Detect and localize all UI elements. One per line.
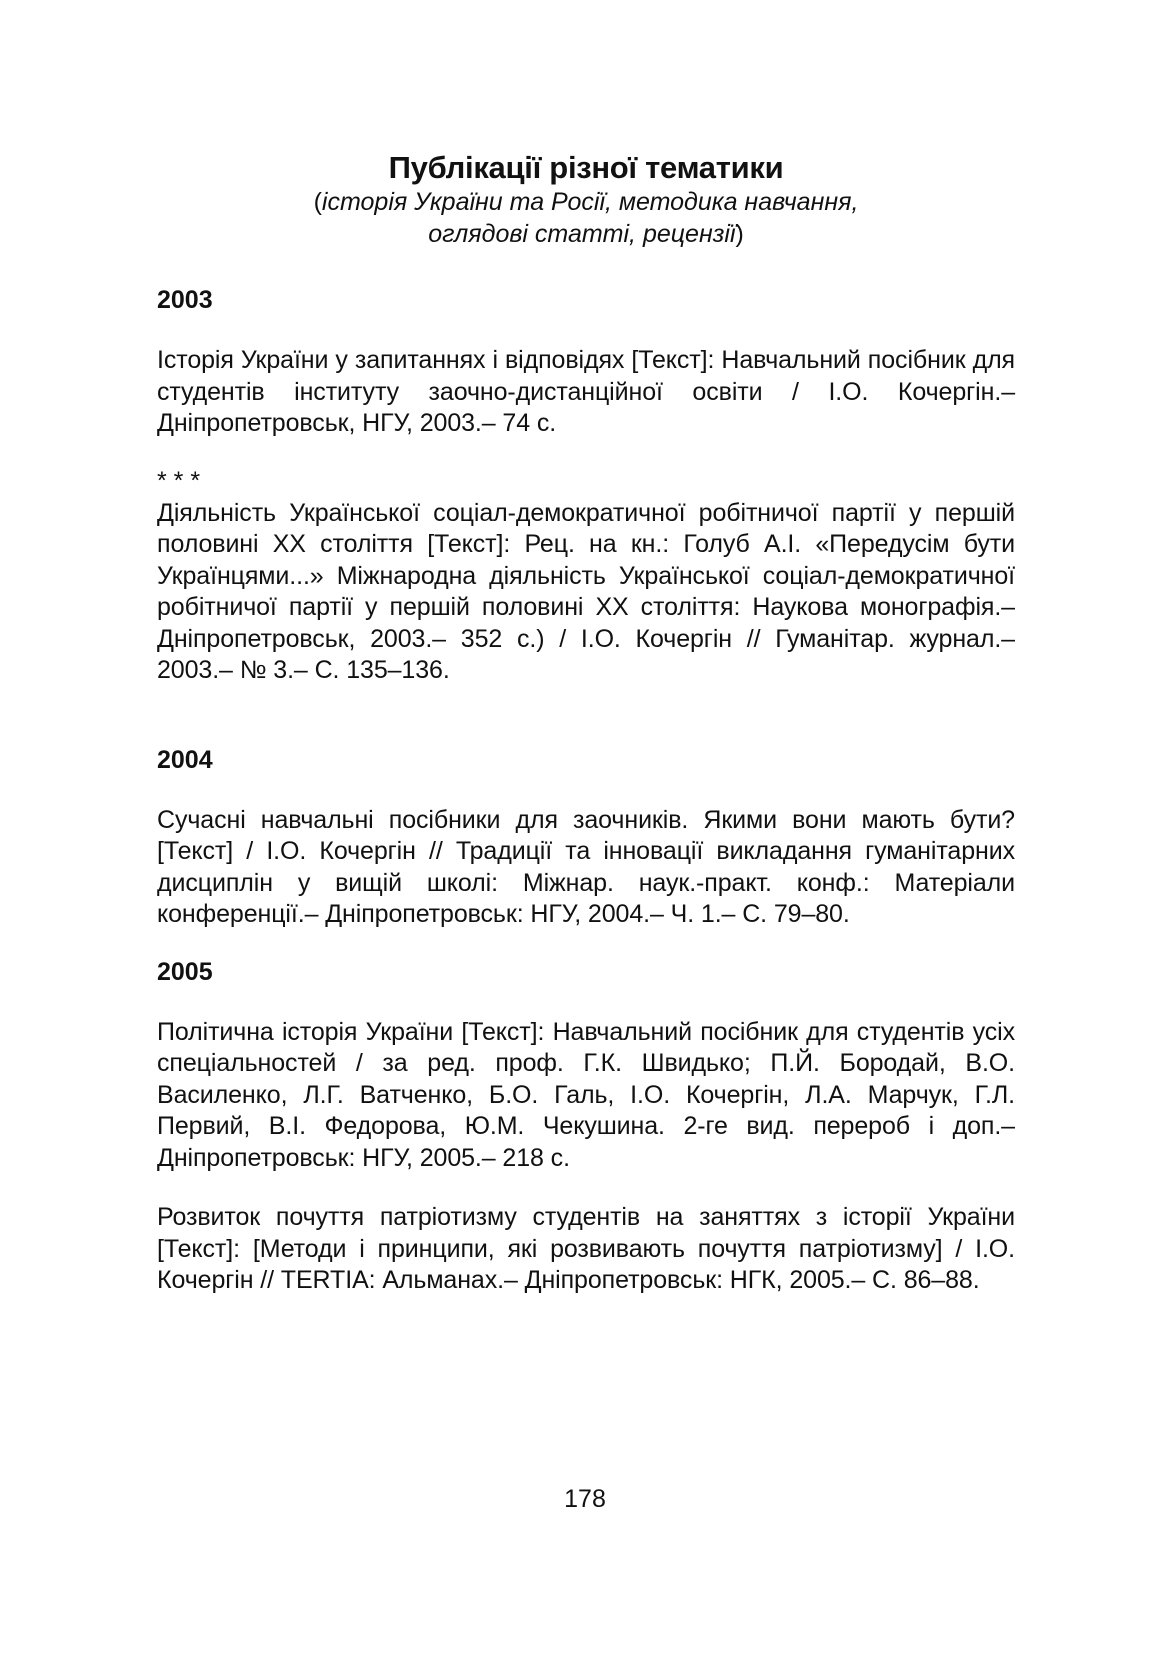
subtitle-close-paren: ) bbox=[735, 220, 744, 248]
year-heading-2005: 2005 bbox=[157, 957, 213, 986]
bibliography-entry: Діяльність Української соціал-демократичної робітничої партії у першій половині ХХ століття [Текст]: Рец. на кн.: Голуб А.І. «Передусім бути Українцями...» Міжнародна діяльність Української соціал-демократичної робітничої партії у першій половині ХХ століття: Наукова монографія.– Дніпропетровськ, 2003.– 352 с.) / І.О. Кочергін // Гуманітар. журнал.– 2003.– № 3.– С. 135–136. bbox=[157, 498, 1015, 684]
bibliography-entry: Сучасні навчальні посібники для заочників. Якими вони мають бути? [Текст] / І.О. Кочергін // Традиції та інновації викладання гуманітарних дисциплін у вищій школі: Міжнар. наук.-практ. конф.: Матеріали конференції.– Дніпропетровськ: НГУ, 2004.– Ч. 1.– С. 79–80. bbox=[157, 805, 1015, 928]
bibliography-entry: Історія України у запитаннях і відповідях [Текст]: Навчальний посібник для студентів інституту заочно-дистанційної освіти / І.О. Кочергін.– Дніпропетровськ, НГУ, 2003.– 74 с. bbox=[157, 346, 1015, 437]
subtitle-text-2: оглядові статті, рецензії bbox=[428, 220, 736, 248]
year-heading-2004: 2004 bbox=[157, 745, 213, 774]
document-page bbox=[157, 150, 1015, 1297]
title-block bbox=[157, 150, 1015, 250]
page-title: Публікації різної тематики bbox=[388, 150, 784, 185]
subtitle-text-1: історія України та Росії, методика навчання, bbox=[321, 188, 859, 216]
year-heading-2003: 2003 bbox=[157, 286, 213, 314]
page-number: 178 bbox=[564, 1485, 606, 1513]
subtitle-line-2 bbox=[157, 218, 1015, 250]
bibliography-entry: Розвиток почуття патріотизму студентів на заняттях з історії України [Текст]: [Методи і принципи, які розвивають почуття патріотизму] / І.О. Кочергін // TERTIA: Альманах.– Дніпропетровськ: НГК, 2005.– С. 86–88. bbox=[157, 1203, 1015, 1294]
subtitle-line-1 bbox=[157, 186, 1015, 218]
subtitle-open-paren: ( bbox=[313, 188, 322, 216]
bibliography-entry: Політична історія України [Текст]: Навчальний посібник для студентів усіх спеціальностей / за ред. проф. Г.К. Швидько; П.Й. Бородай, В.О. Василенко, Л.Г. Ватченко, Б.О. Галь, І.О. Кочергін, Л.А. Марчук, Г.Л. Первий, В.І. Федорова, Ю.М. Чекушина. 2-ге вид. перероб і доп.– Дніпропетровськ: НГУ, 2005.– 218 с. bbox=[157, 1017, 1015, 1172]
entry-separator: * * * bbox=[157, 466, 201, 495]
